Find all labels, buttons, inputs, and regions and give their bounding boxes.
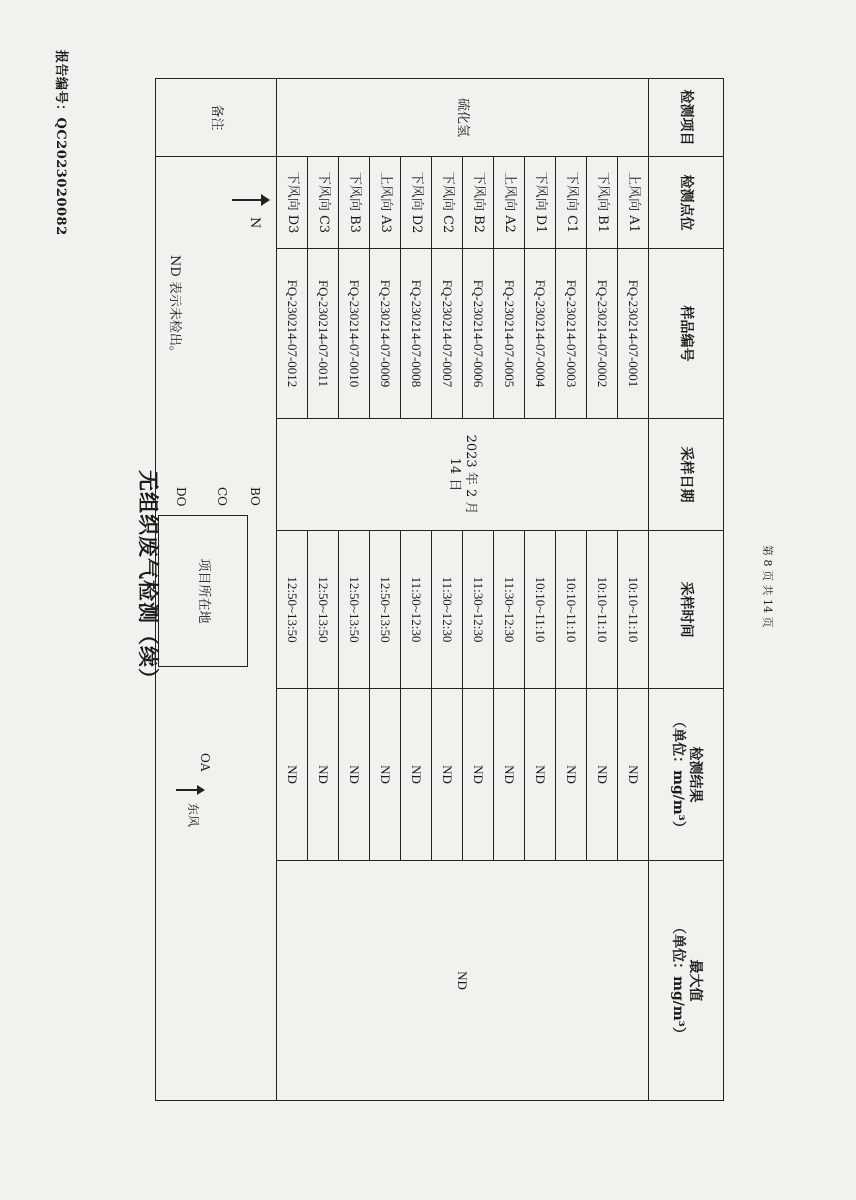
sampling-date-line1: 2023 年 2 月	[463, 434, 479, 515]
wind-direction-arrow-icon	[176, 789, 198, 791]
result-cell: ND	[556, 689, 587, 861]
point-d-label: DO	[174, 487, 188, 507]
time-cell: 10:10~11:10	[525, 531, 556, 689]
result-cell: ND	[277, 689, 308, 861]
header-result-line1: 检测结果	[686, 746, 703, 803]
project-location-box: 项目所在地	[158, 515, 248, 667]
header-date: 采样日期	[649, 419, 724, 531]
result-cell: ND	[525, 689, 556, 861]
time-cell: 12:50~13:50	[370, 531, 401, 689]
sample-no-cell: FQ-230214-07-0012	[277, 249, 308, 419]
sampling-date-line2: 14 日	[447, 457, 463, 492]
point-cell: 下风向 C3	[308, 157, 339, 249]
time-cell: 10:10~11:10	[556, 531, 587, 689]
sample-no-cell: FQ-230214-07-0010	[339, 249, 370, 419]
sampling-date-cell	[277, 419, 649, 531]
sample-no-cell: FQ-230214-07-0009	[370, 249, 401, 419]
time-cell: 10:10~11:10	[587, 531, 618, 689]
result-cell: ND	[308, 689, 339, 861]
sample-no-cell: FQ-230214-07-0008	[401, 249, 432, 419]
result-cell: ND	[494, 689, 525, 861]
remarks-label: 备注	[156, 79, 277, 157]
header-result-line2: （单位：mg/m³）	[670, 714, 686, 835]
page-title: 无组织废气检测（续）	[136, 470, 161, 690]
time-cell: 12:50~13:50	[308, 531, 339, 689]
header-max-line2: （单位：mg/m³）	[670, 920, 686, 1041]
point-b-label: BO	[248, 487, 262, 506]
header-sample-no: 样品编号	[649, 249, 724, 419]
point-a-label: OA	[198, 753, 212, 772]
time-cell: 12:50~13:50	[339, 531, 370, 689]
header-max	[649, 861, 724, 1101]
result-cell: ND	[370, 689, 401, 861]
header-time: 采样时间	[649, 531, 724, 689]
point-cell: 下风向 B1	[587, 157, 618, 249]
point-cell: 下风向 D3	[277, 157, 308, 249]
time-cell: 11:30~12:30	[401, 531, 432, 689]
point-cell: 下风向 D1	[525, 157, 556, 249]
sample-no-cell: FQ-230214-07-0001	[618, 249, 649, 419]
remarks-row	[156, 79, 277, 1101]
north-arrow-icon	[232, 199, 262, 201]
result-cell: ND	[432, 689, 463, 861]
header-result	[649, 689, 724, 861]
header-item: 检测项目	[649, 79, 724, 157]
point-cell: 上风向 A3	[370, 157, 401, 249]
sample-no-cell: FQ-230214-07-0006	[463, 249, 494, 419]
results-table	[155, 78, 724, 1101]
sample-no-cell: FQ-230214-07-0007	[432, 249, 463, 419]
point-cell: 上风向 A1	[618, 157, 649, 249]
time-cell: 11:30~12:30	[432, 531, 463, 689]
nd-note: ND 表示未检出。	[167, 255, 182, 359]
north-label: N	[247, 217, 262, 229]
sample-no-cell: FQ-230214-07-0002	[587, 249, 618, 419]
time-cell: 11:30~12:30	[494, 531, 525, 689]
time-cell: 12:50~13:50	[277, 531, 308, 689]
point-cell: 下风向 C2	[432, 157, 463, 249]
time-cell: 11:30~12:30	[463, 531, 494, 689]
remarks-content	[156, 157, 277, 1101]
item-name-cell: 硫化氢	[277, 79, 649, 157]
page-footer: 第 8 页 共 14 页	[761, 545, 774, 628]
sample-no-cell: FQ-230214-07-0004	[525, 249, 556, 419]
result-cell: ND	[401, 689, 432, 861]
header-max-line1: 最大值	[686, 959, 703, 1002]
point-cell: 下风向 B2	[463, 157, 494, 249]
sample-no-cell: FQ-230214-07-0005	[494, 249, 525, 419]
max-value-cell: ND	[277, 861, 649, 1101]
table-row	[618, 79, 649, 1101]
result-cell: ND	[339, 689, 370, 861]
point-cell: 下风向 C1	[556, 157, 587, 249]
table-header-row	[649, 79, 724, 1101]
point-c-label: CO	[215, 487, 229, 507]
result-cell: ND	[618, 689, 649, 861]
point-cell: 上风向 A2	[494, 157, 525, 249]
sample-no-cell: FQ-230214-07-0003	[556, 249, 587, 419]
point-cell: 下风向 D2	[401, 157, 432, 249]
point-cell: 下风向 B3	[339, 157, 370, 249]
result-cell: ND	[463, 689, 494, 861]
result-cell: ND	[587, 689, 618, 861]
header-point: 检测点位	[649, 157, 724, 249]
sample-no-cell: FQ-230214-07-0011	[308, 249, 339, 419]
report-number: 报告编号：QC2023020082	[53, 50, 68, 236]
time-cell: 10:10~11:10	[618, 531, 649, 689]
site-diagram	[156, 157, 276, 1100]
wind-direction-label: 东风	[186, 803, 200, 828]
